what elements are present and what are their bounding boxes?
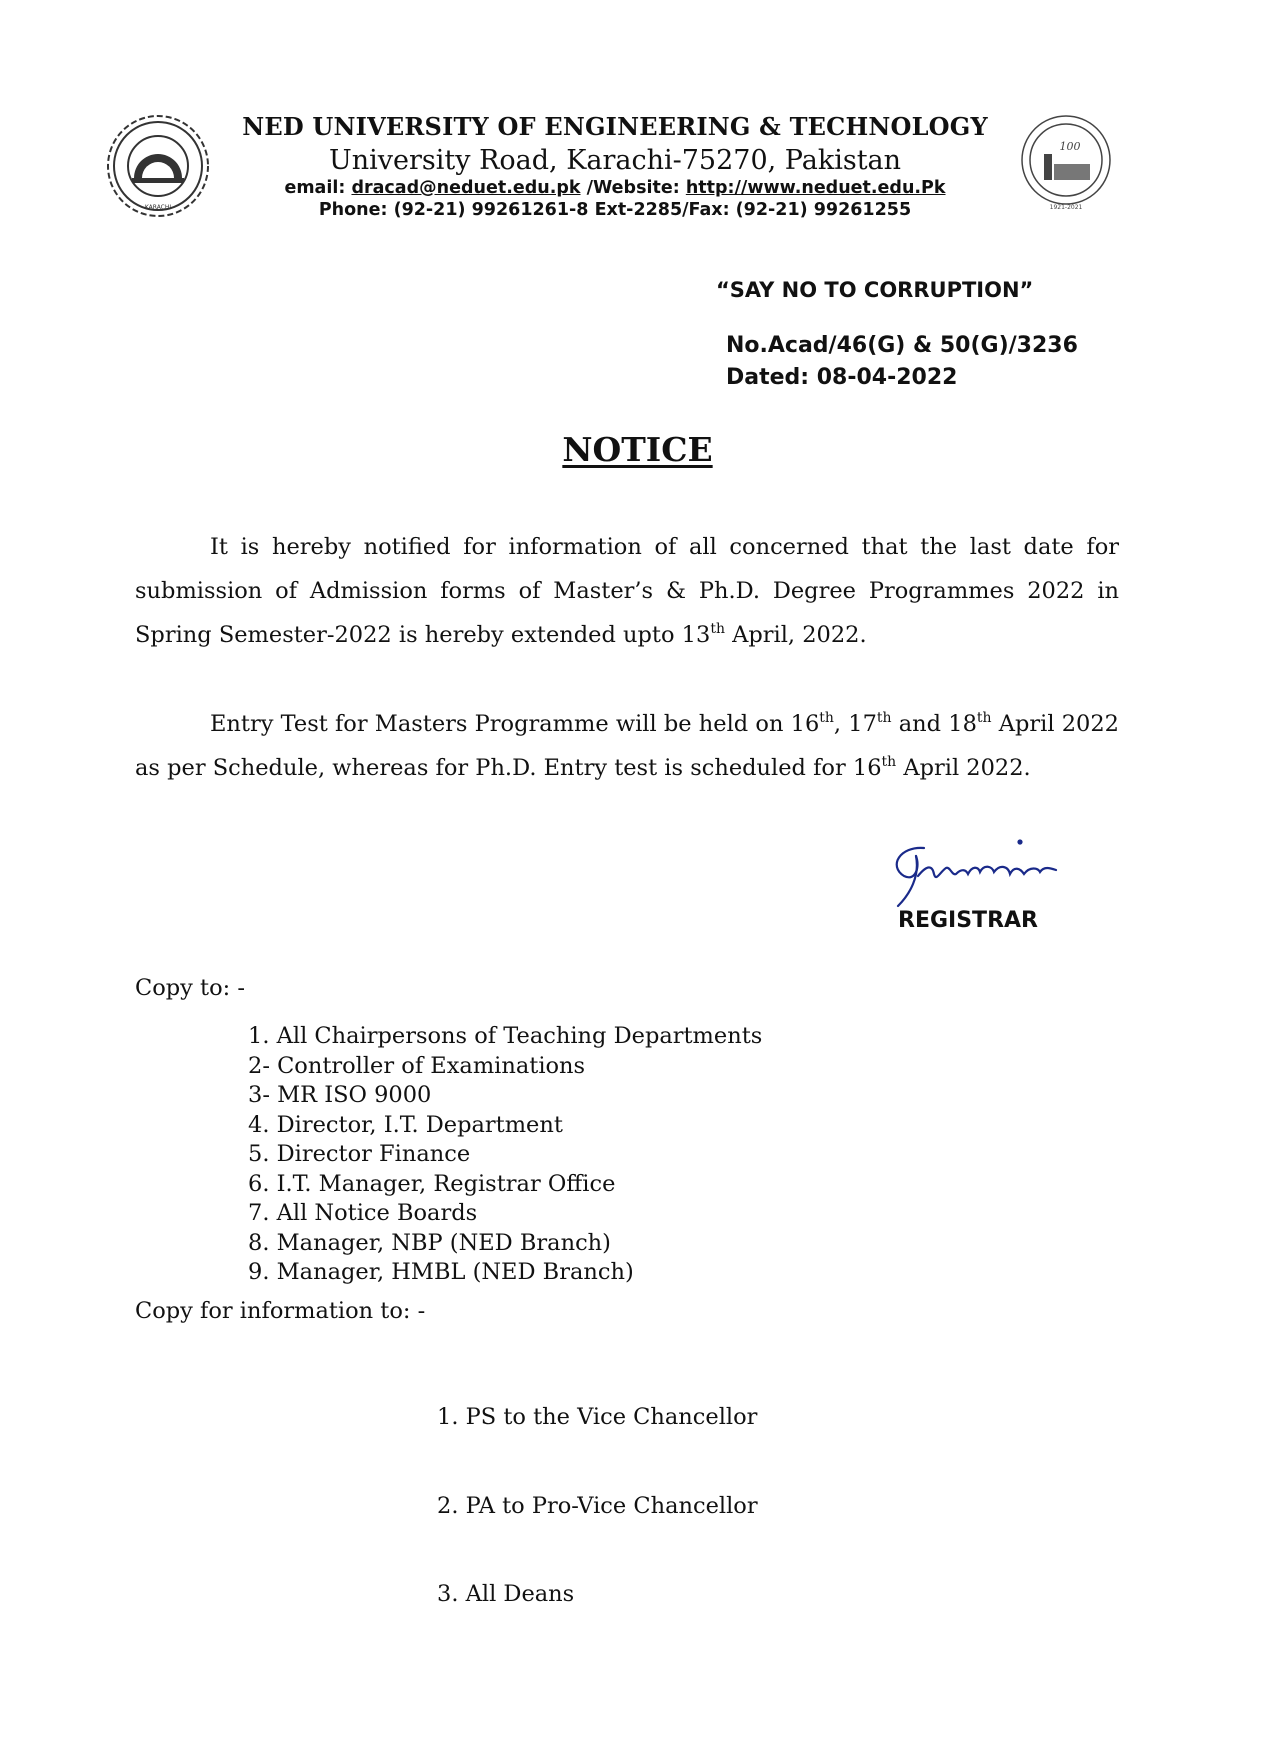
website-label: /Website: [586, 178, 680, 198]
list-item: 5. Director Finance [248, 1141, 471, 1167]
email-label: email: [284, 178, 346, 198]
copy-to-label: Copy to: - [135, 975, 245, 1001]
notice-title [0, 430, 1275, 469]
anti-corruption-slogan: “SAY NO TO CORRUPTION” [716, 278, 1034, 302]
p2-t5: April 2022. [896, 755, 1031, 781]
reference-number: No.Acad/46(G) & 50(G)/3236 [726, 333, 1078, 358]
p1-text-b: April, 2022. [724, 622, 867, 648]
p2-t1: Entry Test for Masters Programme will be held on 16 [210, 711, 820, 737]
list-item: 9. Manager, HMBL (NED Branch) [248, 1259, 634, 1285]
list-item: 1. PS to the Vice Chancellor [437, 1404, 758, 1430]
notice-paragraph-2 [135, 702, 1119, 790]
signatory-title: REGISTRAR [898, 908, 1038, 933]
logo-city-text: KARACHI [144, 204, 172, 211]
notice-title-text: NOTICE [562, 430, 713, 469]
copy-info-label: Copy for information to: - [135, 1298, 426, 1324]
list-item: 3- MR ISO 9000 [248, 1082, 432, 1108]
email-link[interactable]: dracad@neduet.edu.pk [351, 178, 581, 198]
centenary-seal-logo [1012, 112, 1120, 212]
website-link[interactable]: http://www.neduet.edu.Pk [685, 178, 946, 198]
phone-fax-line: Phone: (92-21) 99261261-8 Ext-2285/Fax: (92-21) 99261255 [318, 200, 912, 220]
list-item: 2- Controller of Examinations [248, 1052, 586, 1079]
university-name: NED UNIVERSITY OF ENGINEERING & TECHNOLOGY [242, 112, 988, 141]
p1-sup: th [710, 621, 725, 637]
seal-years: 1921-2021 [1049, 204, 1083, 211]
p1-text-a: It is hereby notified for information of all concerned that the last date for submission of Admission forms of Master’s & Ph.D. Degree Programmes 2022 in Spring Semester-2022 is hereby extended upto 13 [135, 534, 1119, 648]
list-item: 1. All Chairpersons of Teaching Departments [248, 1023, 763, 1049]
university-address: University Road, Karachi-75270, Pakistan [328, 145, 902, 176]
university-emblem-logo [104, 112, 212, 220]
list-item: 3. All Deans [437, 1581, 575, 1607]
p2-s1: th [819, 710, 834, 726]
p2-s4: th [881, 754, 897, 770]
list-item: 4. Director, I.T. Department [248, 1111, 563, 1138]
copy-to-list [248, 1022, 762, 1288]
p2-s3: th [976, 710, 992, 726]
registrar-signature [880, 826, 1100, 912]
letterhead [230, 112, 1000, 220]
contact-line [230, 178, 1000, 198]
copy-info-list [437, 1344, 758, 1639]
p2-t3: and 18 [891, 711, 977, 737]
list-item: 8. Manager, NBP (NED Branch) [248, 1229, 611, 1256]
list-item: 2. PA to Pro-Vice Chancellor [437, 1492, 758, 1519]
list-item: 6. I.T. Manager, Registrar Office [248, 1170, 616, 1197]
notice-paragraph-1 [135, 525, 1119, 657]
list-item: 7. All Notice Boards [248, 1200, 478, 1226]
p2-t2: , 17 [833, 711, 877, 737]
p2-t4: April 2022 as per Schedule, whereas for Ph.D. Entry test is scheduled for 16 [135, 711, 1119, 781]
seal-number: 100 [1059, 140, 1081, 153]
p2-s2: th [876, 710, 892, 726]
reference-date: Dated: 08-04-2022 [726, 365, 958, 390]
reference-block [726, 330, 1078, 394]
